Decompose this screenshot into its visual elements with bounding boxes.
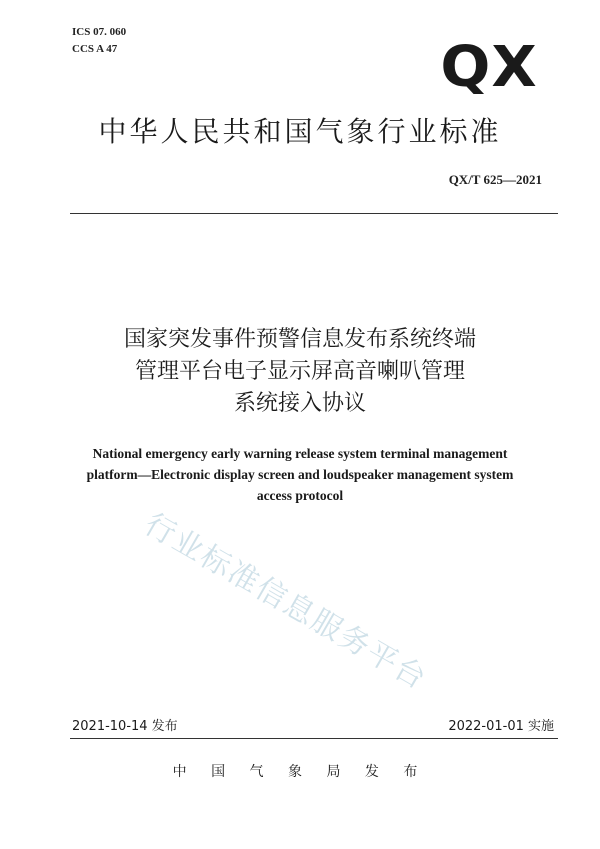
title-en-line-3: access protocol [256,488,344,503]
document-title-english [60,443,540,506]
title-cn-line-3: 系统接入协议 [233,391,366,416]
title-en-line-2: platform—Electronic display screen and loudspeaker management system [86,467,514,482]
issue-date: 2021-10-14 发布 [72,719,178,734]
bottom-divider [70,738,558,739]
ics-code: ICS 07. 060 [72,26,127,38]
watermark: 行业标准信息服务平台 [138,506,434,698]
effective-date: 2022-01-01 实施 [448,719,554,734]
title-cn-line-2: 管理平台电子显示屏高音喇叭管理 [134,359,465,384]
title-cn-line-1: 国家突发事件预警信息发布系统终端 [123,327,476,352]
ccs-code: CCS A 47 [72,43,118,55]
title-en-line-1: National emergency early warning release system terminal management [92,446,508,461]
classification-codes [72,24,126,58]
standard-number: QX/T 625—2021 [448,172,542,187]
standard-category-title: 中华人民共和国气象行业标准 [98,115,502,148]
qx-logo: QX [440,35,538,100]
top-divider [70,213,558,214]
issuing-authority: 中 国 气 象 局 发 布 [172,764,428,780]
document-title-chinese [0,324,600,420]
